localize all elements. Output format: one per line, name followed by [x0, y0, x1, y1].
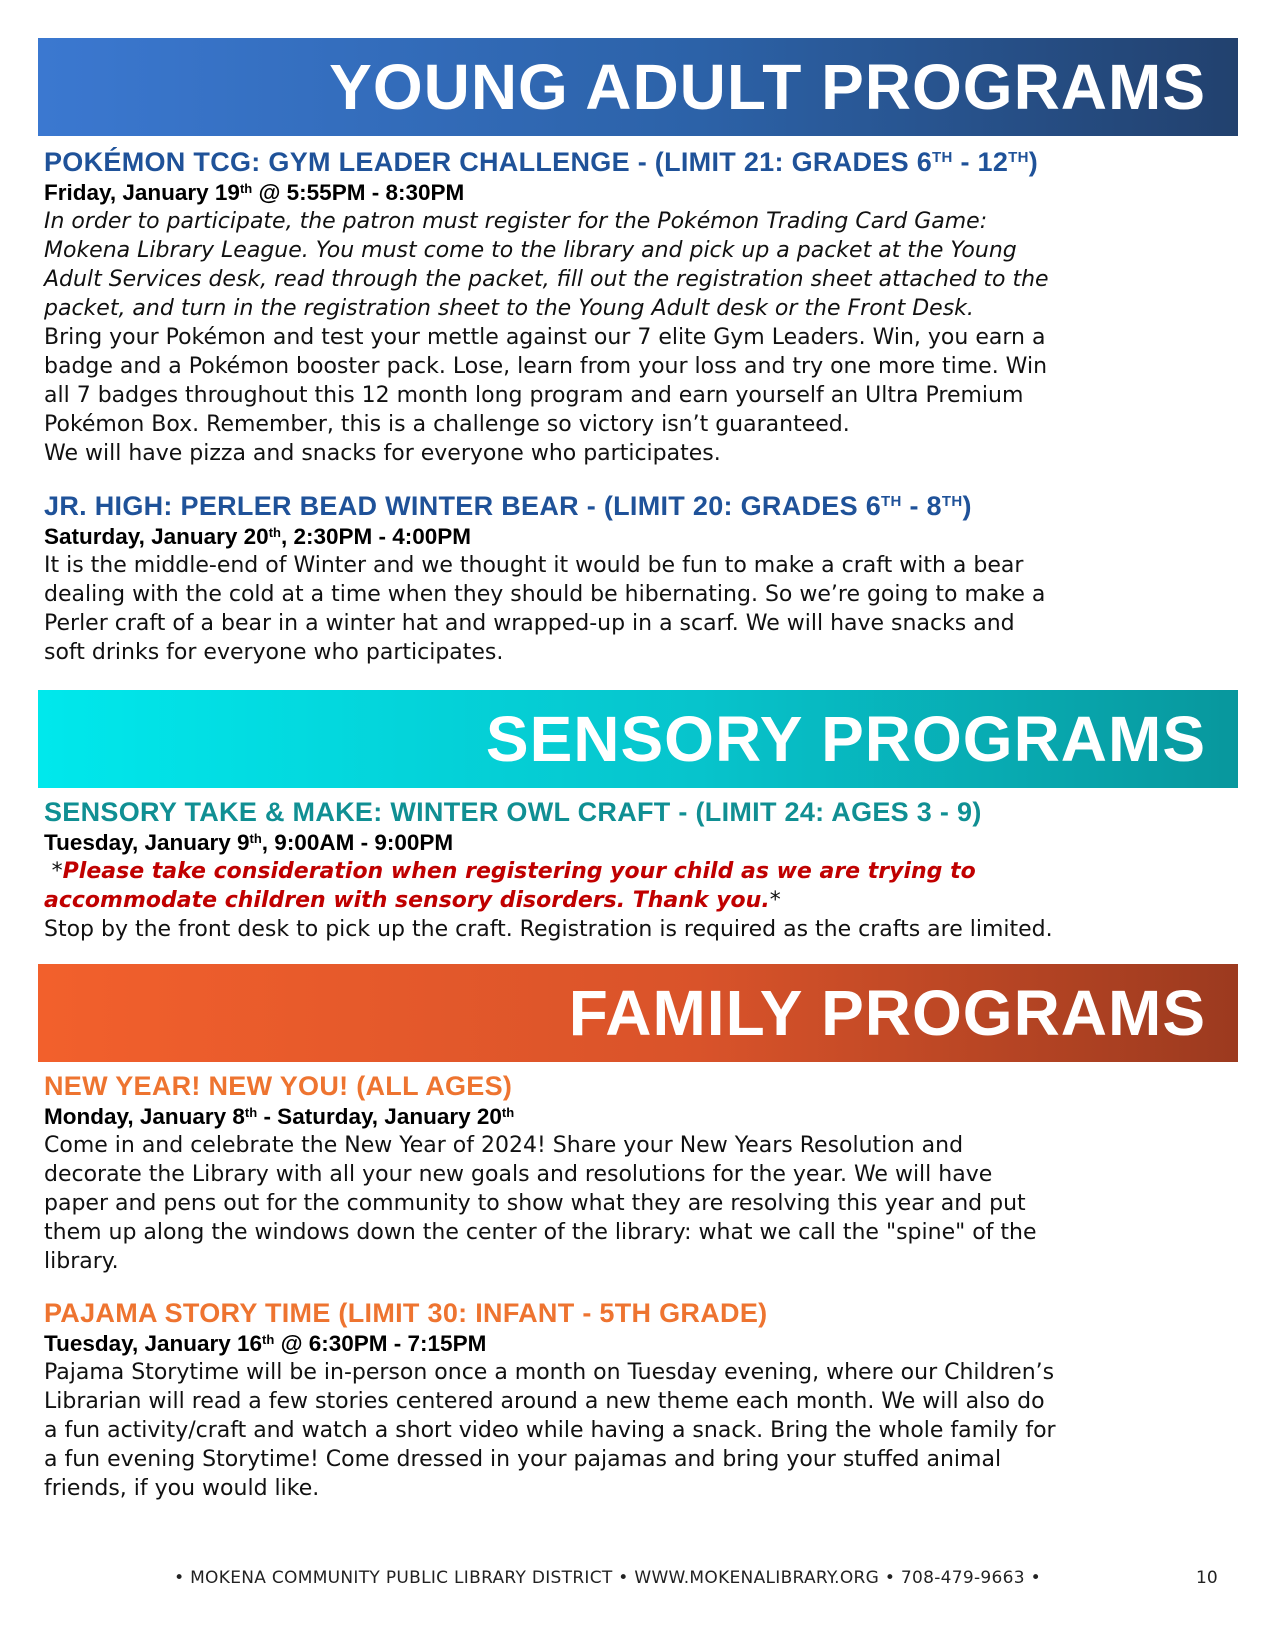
family-banner — [38, 964, 1238, 1062]
new-year-program — [44, 1070, 1239, 1276]
young-adult-banner — [38, 38, 1238, 136]
perler-program-title: JR. HIGH: PERLER BEAD WINTER BEAR - (LIMIT 20: GRADES 6TH - 8TH) — [44, 491, 972, 521]
pokemon-program — [44, 146, 1239, 468]
pokemon-program-title: POKÉMON TCG: GYM LEADER CHALLENGE - (LIMIT 21: GRADES 6TH - 12TH) — [44, 147, 1039, 177]
new-year-description: Come in and celebrate the New Year of 2024! Share your New Years Resolution and decorate the Library with all your new goals and resolutions for the year. We will have paper and pens out for the community to show what they are resolving this year and put them up along the windows down the center of the library: what we call the "spine" of the library. — [44, 1133, 1037, 1274]
perler-program-description: It is the middle-end of Winter and we thought it would be fun to make a craft with a bear dealing with the cold at a time when they should be hibernating. So we’re going to make a Perler craft of a bear in a winter hat and wrapped-up in a scarf. We will have snacks and soft drinks for everyone who participates. — [44, 553, 1046, 665]
owl-craft-description: Stop by the front desk to pick up the craft. Registration is required as the crafts are limited. — [44, 917, 1053, 942]
owl-craft-date: Tuesday, January 9th, 9:00AM - 9:00PM — [44, 830, 454, 855]
perler-program-date: Saturday, January 20th, 2:30PM - 4:00PM — [44, 524, 472, 549]
owl-craft-program — [44, 796, 1239, 944]
pajama-program — [44, 1297, 1239, 1503]
pajama-title: PAJAMA STORY TIME (LIMIT 30: INFANT - 5TH GRADE) — [44, 1298, 768, 1328]
pokemon-registration-note: In order to participate, the patron must register for the Pokémon Trading Card Game: Mokena Library League. You must come to the library and pick up a packet at the Young Adult Services desk, read through the packet, fill out the registration sheet attached to the packet, and turn in the registration sheet to the Young Adult desk or the Front Desk. — [44, 209, 1049, 321]
owl-craft-title: SENSORY TAKE & MAKE: WINTER OWL CRAFT - (LIMIT 24: AGES 3 - 9) — [44, 797, 982, 827]
pokemon-program-description: Bring your Pokémon and test your mettle against our 7 elite Gym Leaders. Win, you earn a badge and a Pokémon booster pack. Lose, learn from your loss and try one more time. Win all 7 badges throughout this 12 month long program and earn yourself an Ultra Premium Pokémon Box. Remember, this is a challenge so victory isn’t guaranteed. We will have pizza and snacks for everyone who participates. — [44, 325, 1048, 466]
new-year-date: Monday, January 8th - Saturday, January 20th — [44, 1104, 515, 1129]
new-year-title: NEW YEAR! NEW YOU! (ALL AGES) — [44, 1071, 513, 1101]
footer-contact: • MOKENA COMMUNITY PUBLIC LIBRARY DISTRICT • WWW.MOKENALIBRARY.ORG • 708-479-9663 • — [174, 1568, 1041, 1588]
young-adult-heading: YOUNG ADULT PROGRAMS — [329, 51, 1206, 123]
sensory-banner — [38, 690, 1238, 788]
pajama-description: Pajama Storytime will be in-person once a month on Tuesday evening, where our Children’s Librarian will read a few stories centered around a new theme each month. We will also do a fun activity/craft and watch a short video while having a snack. Bring the whole family for a fun evening Storytime! Come dressed in your pajamas and bring your stuffed animal friends, if you would like. — [44, 1360, 1056, 1501]
pokemon-program-date: Friday, January 19th @ 5:55PM - 8:30PM — [44, 180, 465, 205]
perler-program — [44, 490, 1239, 667]
sensory-warning: *Please take consideration when registering your child as we are trying to accommodate children with sensory disorders. Thank you.* — [44, 859, 976, 913]
pajama-date: Tuesday, January 16th @ 6:30PM - 7:15PM — [44, 1331, 487, 1356]
family-heading: FAMILY PROGRAMS — [568, 977, 1206, 1049]
sensory-heading: SENSORY PROGRAMS — [485, 703, 1206, 775]
page-number: 10 — [1196, 1568, 1218, 1588]
